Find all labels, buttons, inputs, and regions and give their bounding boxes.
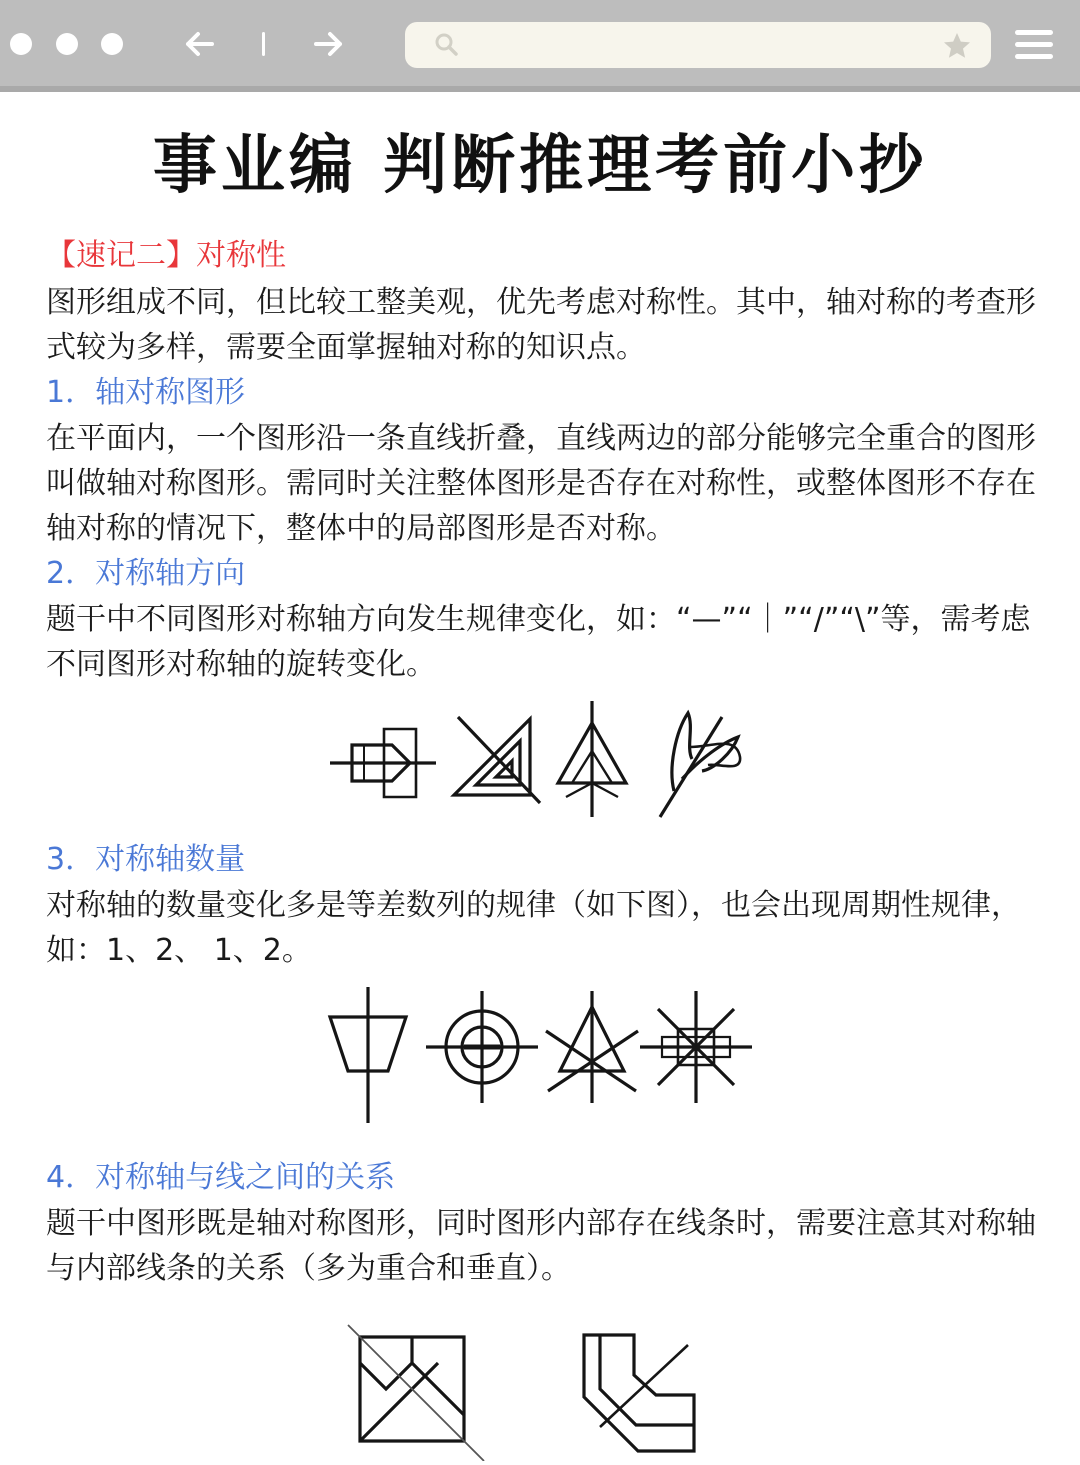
subsection-heading-axis-direction: 2．对称轴方向 [46, 556, 246, 591]
figure-four-axes [640, 991, 752, 1103]
star-icon[interactable] [941, 30, 973, 62]
subsection-heading-axis-count: 3．对称轴数量 [46, 842, 246, 877]
axis-count-figures [46, 973, 1046, 1155]
subsection-text-axis-direction: 题干中不同图形对称轴方向发生规律变化，如：“—”“｜”“/”“\”等，需考虑不同图形对称轴的旋转变化。 [46, 602, 1031, 682]
figure-vertical-axis-shape [558, 701, 626, 817]
back-arrow-icon[interactable] [178, 22, 222, 66]
window-close-dot[interactable] [10, 33, 32, 55]
subsection-heading-axis-line-relation: 4．对称轴与线之间的关系 [46, 1160, 396, 1195]
figure-horizontal-axis-shape [330, 729, 436, 797]
forward-arrow-icon[interactable] [306, 22, 350, 66]
figure-two-axes [426, 991, 538, 1103]
subsection-text-axis-line-relation: 题干中图形既是轴对称图形，同时图形内部存在线条时，需要注意其对称轴与内部线条的关系（多为重合和垂直）。 [46, 1206, 1036, 1286]
axis-line-relation-diagram [46, 1291, 1046, 1461]
address-bar[interactable] [405, 22, 991, 68]
section-intro: 图形组成不同，但比较工整美观，优先考虑对称性。其中，轴对称的考查形式较为多样，需要全面掌握轴对称的知识点。 [46, 285, 1036, 365]
figure-axis-perpendicular [584, 1335, 694, 1451]
subsection-text-axis-count: 对称轴的数量变化多是等差数列的规律（如下图），也会出现周期性规律，如：1、2、 1、2。 [46, 888, 1021, 968]
article-body [46, 232, 1046, 1461]
figure-diagonal-axis-shape [454, 717, 540, 803]
nav-separator [262, 32, 265, 56]
subsection-heading-axis-symmetric: 1．轴对称图形 [46, 375, 246, 410]
figure-one-axis [330, 987, 406, 1123]
axis-direction-figures [46, 687, 1046, 837]
axis-direction-diagram [46, 687, 1046, 837]
menu-icon[interactable] [1015, 26, 1057, 64]
browser-toolbar [0, 0, 1080, 92]
figure-axis-coincide [348, 1325, 484, 1461]
figure-slash-axis-shape [660, 713, 740, 817]
search-icon [433, 31, 461, 59]
axis-count-diagram [46, 973, 1046, 1155]
figure-three-axes [546, 991, 638, 1103]
window-maximize-dot[interactable] [101, 33, 123, 55]
window-minimize-dot[interactable] [56, 33, 78, 55]
subsection-text-axis-symmetric: 在平面内，一个图形沿一条直线折叠，直线两边的部分能够完全重合的图形叫做轴对称图形。需同时关注整体图形是否存在对称性，或整体图形不存在轴对称的情况下，整体中的局部图形是否对称。 [46, 421, 1036, 546]
axis-line-relation-figures [46, 1291, 1046, 1461]
page-title: 事业编 判断推理考前小抄 [152, 129, 928, 203]
section-tag: 【速记二】对称性 [46, 238, 286, 273]
